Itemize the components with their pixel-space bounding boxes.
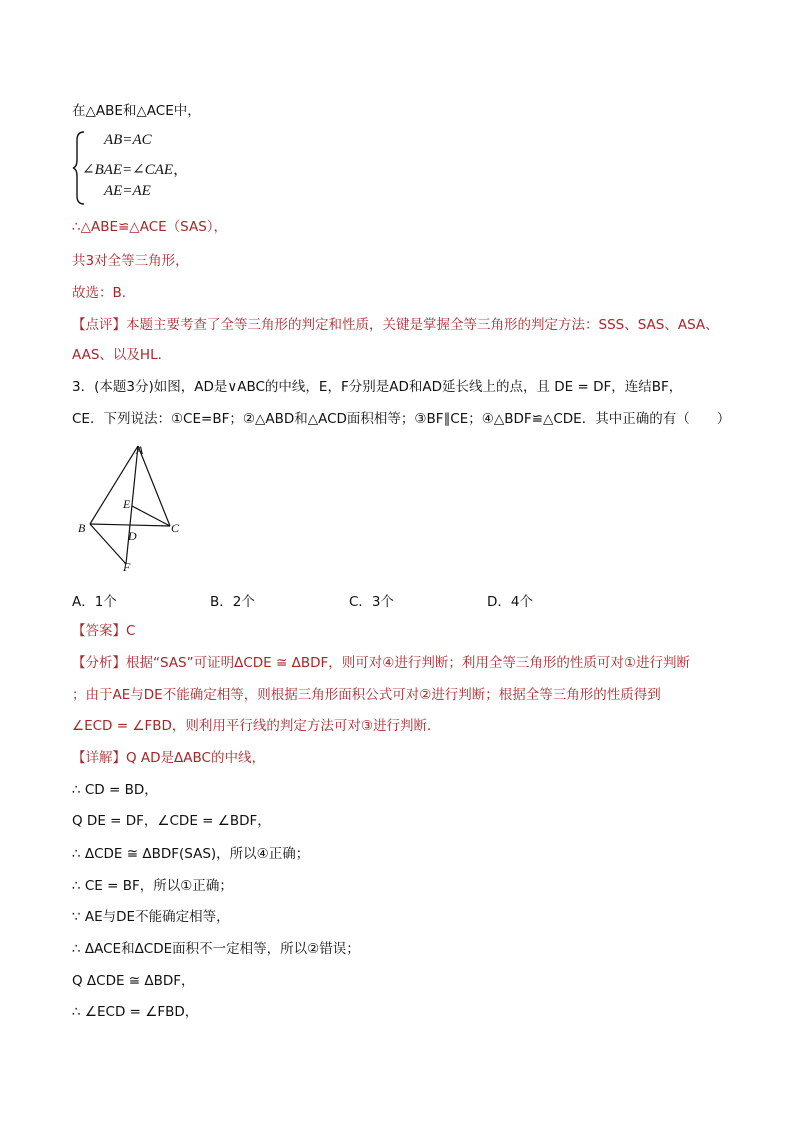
detail-line: ∴ CE = BF，所以①正确； xyxy=(72,878,233,894)
label-c: C xyxy=(171,521,180,535)
detail-line: ∴ ∠ECD = ∠FBD， xyxy=(72,1004,199,1020)
equation-system xyxy=(72,130,272,206)
option-a: A．1个 xyxy=(72,594,117,610)
triangle-figure xyxy=(72,440,192,572)
detail-line: ∴ CD = BD， xyxy=(72,782,158,798)
label-a: A xyxy=(136,443,144,457)
label-f: F xyxy=(123,560,131,572)
comment-line: AAS、以及HL． xyxy=(72,347,172,363)
option-d: D．4个 xyxy=(487,594,533,610)
analysis-line: 【分析】根据“SAS”可证明ΔCDE ≅ ΔBDF，则可对④进行判断；利用全等三角形的性质可对①进行判断 xyxy=(72,655,690,671)
detail-line: ∴ ΔCDE ≅ ΔBDF(SAS)，所以④正确； xyxy=(72,846,310,862)
text-line: 在△ABE和△ACE中， xyxy=(72,103,201,119)
label-e: E xyxy=(123,497,131,511)
segment-ce xyxy=(132,506,170,526)
label-b: B xyxy=(78,521,86,535)
equation-row: AB=AC xyxy=(104,132,152,148)
question-line: 3．(本题3分)如图，AD是∨ABC的中线，E，F分别是AD和AD延长线上的点，且 DE = DF，连结BF， xyxy=(72,379,683,395)
text-line: 故选：B. xyxy=(72,285,127,301)
detail-line: ∴ ΔACE和ΔCDE面积不一定相等，所以②错误； xyxy=(72,941,360,957)
detail-line: Q DE = DF，∠CDE = ∠BDF， xyxy=(72,813,271,829)
detail-line: Q ΔCDE ≅ ΔBDF， xyxy=(72,973,195,989)
equation-row: ∠BAE=∠CAE， xyxy=(82,162,189,178)
analysis-line: ；由于AE与DE不能确定相等，则根据三角形面积公式可对②进行判断；根据全等三角形的性质得到 xyxy=(72,687,661,703)
option-b: B．2个 xyxy=(210,594,255,610)
text-line: 共3对全等三角形， xyxy=(72,253,189,269)
analysis-line: ∠ECD = ∠FBD，则利用平行线的判定方法可对③进行判断． xyxy=(72,718,441,734)
detail-line: 【详解】Q AD是ΔABC的中线， xyxy=(72,750,265,766)
question-line: CE．下列说法：①CE=BF；②△ABD和△ACD面积相等；③BF∥CE；④△BDF≌△CDE．其中正确的有（ ） xyxy=(72,411,731,427)
detail-line: ∵ AE与DE不能确定相等， xyxy=(72,909,230,925)
equation-row: AE=AE xyxy=(104,183,151,199)
option-c: C．3个 xyxy=(349,594,395,610)
segment-ac xyxy=(138,446,170,526)
label-d: D xyxy=(128,529,137,543)
answer-line: 【答案】C xyxy=(72,623,136,639)
segment-bf xyxy=(90,524,126,564)
text-line: ∴△ABE≌△ACE（SAS）， xyxy=(72,219,228,235)
comment-line: 【点评】本题主要考查了全等三角形的判定和性质，关键是掌握全等三角形的判定方法：SSS、SAS、ASA、 xyxy=(72,317,719,333)
